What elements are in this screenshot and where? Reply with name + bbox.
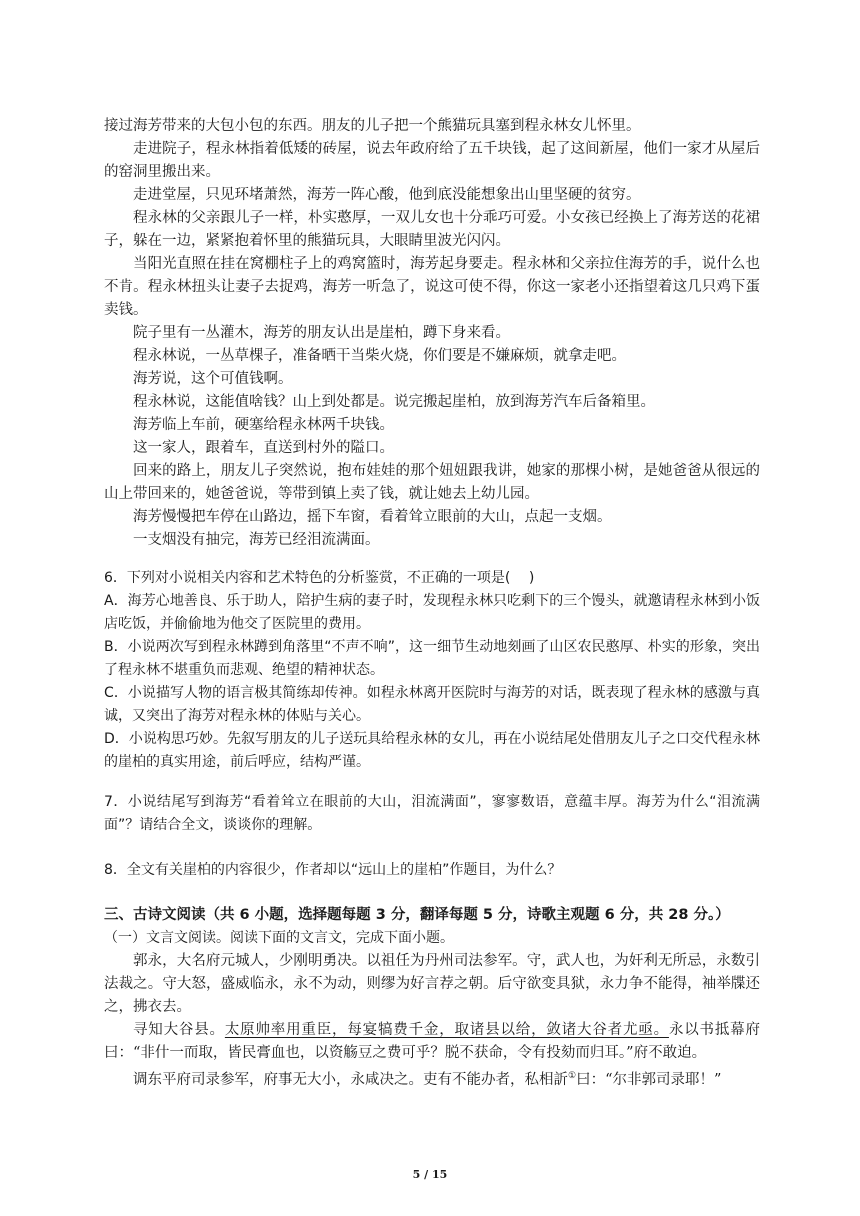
underlined-sentence: 太原帅率用重臣，每宴犒费千金，取诸县以给，敛诸大谷者尤亟。 (224, 1022, 669, 1038)
section-3 (104, 904, 760, 1092)
story-paragraph: 走进堂屋，只见环堵萧然，海芳一阵心酸，他到底没能想象出山里坚硬的贫穷。 (133, 187, 641, 203)
question-6-option-d: D．小说构思巧妙。先叙写朋友的儿子送玩具给程永林的女儿，再在小说结尾处借朋友儿子之口交代程永林的崖柏的真实用途，前后呼应，结构严谨。 (104, 731, 760, 770)
classical-text-span: 永以书抵幕府曰：“非什一而取，皆民膏血也，以资觞豆之费可乎？脱不获命，令有投劾而归耳。”府不敢迫。 (104, 1022, 760, 1061)
story-paragraph: 当阳光直照在挂在窝棚柱子上的鸡窝篮时，海芳起身要走。程永林和父亲拉住海芳的手，说什么也不肯。程永林扭头让妻子去捉鸡，海芳一听急了，说这可使不得，你这一家老小还指望着这几只鸡下蛋卖钱。 (104, 256, 760, 318)
story-paragraph: 院子里有一丛灌木，海芳的朋友认出是崖柏，蹲下身来看。 (133, 325, 510, 341)
story-paragraph: 程永林说，一丛草棵子，准备晒干当柴火烧，你们要是不嫌麻烦，就拿走吧。 (133, 348, 626, 364)
page-number: 5 / 15 (412, 1168, 448, 1181)
story-excerpt (104, 115, 760, 552)
story-paragraph: 海芳临上车前，硬塞给程永林两千块钱。 (133, 417, 394, 433)
story-paragraph: 走进院子，程永林指着低矮的砖屋，说去年政府给了五千块钱，起了这间新屋，他们一家才从屋后的窑洞里搬出来。 (104, 141, 760, 180)
classical-text-span: 曰：“尔非郭司录耶！” (576, 1071, 722, 1088)
subsection-title: （一）文言文阅读。阅读下面的文言文，完成下面小题。 (104, 930, 454, 946)
question-8 (104, 859, 760, 882)
classical-text (104, 950, 760, 1092)
story-paragraph: 回来的路上，朋友儿子突然说，抱布娃娃的那个妞妞跟我讲，她家的那棵小树，是她爸爸从很远的山上带回来的，她爸爸说，等带到镇上卖了钱，就让她去上幼儿园。 (104, 463, 760, 502)
story-paragraph: 一支烟没有抽完，海芳已经泪流满面。 (133, 532, 380, 548)
classical-text-span: 寻知大谷县。 (133, 1022, 225, 1038)
story-paragraph: 这一家人，跟着车，直送到村外的隘口。 (133, 440, 394, 456)
question-6-option-c: C．小说描写人物的语言极其简练却传神。如程永林离开医院时与海芳的对话，既表现了程永林的感激与真诚，又突出了海芳对程永林的体贴与关心。 (104, 685, 760, 724)
classical-text-span: 调东平府司录参军，府事无大小，永咸决之。吏有不能办者，私相訢 (133, 1071, 568, 1088)
classical-paragraph (104, 1019, 760, 1065)
footnote-marker: ① (568, 1071, 577, 1081)
story-paragraph: 程永林说，这能值啥钱？山上到处都是。说完搬起崖柏，放到海芳汽车后备箱里。 (133, 394, 655, 410)
question-6-stem: 6．下列对小说相关内容和艺术特色的分析鉴赏，不正确的一项是( ) (104, 570, 535, 586)
question-7 (104, 791, 760, 837)
classical-paragraph (104, 1065, 760, 1092)
question-6-option-a: A．海芳心地善良、乐于助人，陪护生病的妻子时，发现程永林只吃剩下的三个馒头，就邀请程永林到小饭店吃饭，并偷偷地为他交了医院里的费用。 (104, 593, 760, 632)
story-paragraph: 接过海芳带来的大包小包的东西。朋友的儿子把一个熊猫玩具塞到程永林女儿怀里。 (104, 118, 641, 134)
question-6-option-b: B．小说两次写到程永林蹲到角落里“不声不响”，这一细节生动地刻画了山区农民憨厚、朴实的形象，突出了程永林不堪重负而悲观、绝望的精神状态。 (104, 639, 760, 678)
question-8-text: 8．全文有关崖柏的内容很少，作者却以“远山上的崖柏”作题目，为什么？ (104, 862, 562, 878)
story-paragraph: 程永林的父亲跟儿子一样，朴实憨厚，一双儿女也十分乖巧可爱。小女孩已经换上了海芳送的花裙子，躲在一边，紧紧抱着怀里的熊猫玩具，大眼睛里波光闪闪。 (104, 210, 760, 249)
story-paragraph: 海芳慢慢把车停在山路边，摇下车窗，看着耸立眼前的大山，点起一支烟。 (133, 509, 612, 525)
story-paragraph: 海芳说，这个可值钱啊。 (133, 371, 293, 387)
classical-paragraph: 郭永，大名府元城人，少刚明勇决。以祖任为丹州司法参军。守，武人也，为奸利无所忌，永数引法裁之。守大怒，盛威临永，永不为动，则缪为好言荐之朝。后守欲变具狱，永力争不能得，袖举牒还之，拂衣去。 (104, 953, 760, 1015)
question-6 (104, 567, 760, 774)
section-title: 三、古诗文阅读（共 6 小题，选择题每题 3 分，翻译每题 5 分，诗歌主观题 6 分，共 28 分。） (104, 907, 730, 923)
question-7-text: 7．小说结尾写到海芳“看着耸立在眼前的大山，泪流满面”，寥寥数语，意蕴丰厚。海芳为什么“泪流满面”？请结合全文，谈谈你的理解。 (104, 794, 760, 833)
